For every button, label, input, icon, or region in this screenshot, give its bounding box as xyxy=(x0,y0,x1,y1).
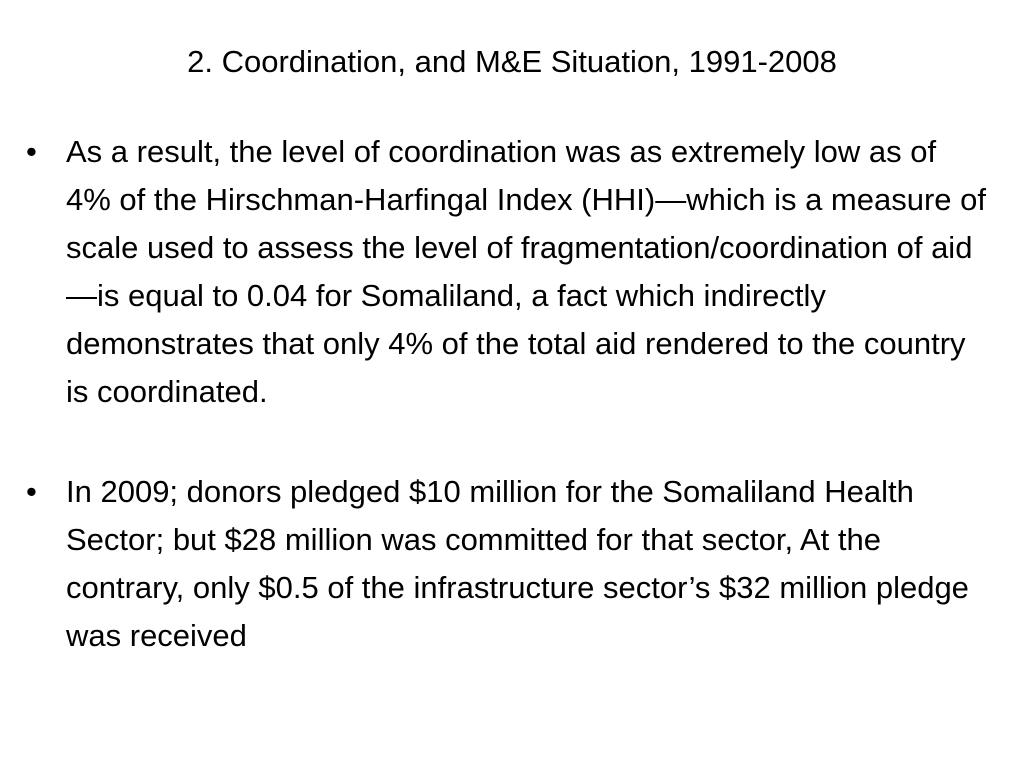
bullet-item-coordination-hhi xyxy=(26,128,986,416)
bullet-dot-icon: • xyxy=(26,134,37,169)
bullet-text-health-sector-pledge: In 2009; donors pledged $10 million for the Somaliland Health Sector; but $28 million was committed for that sector, At the contrary, only $0.5 of the infrastructure sector’s $32 million pledge was received xyxy=(66,474,969,653)
slide-title: 2. Coordination, and M&E Situation, 1991-2008 xyxy=(187,44,837,79)
bullet-text-coordination-hhi: As a result, the level of coordination was as extremely low as of 4% of the Hirschman-Harfingal Index (HHI)—which is a measure of scale used to assess the level of fragmentation/coordination of aid—is equal to 0.04 for Somaliland, a fact which indirectly demonstrates that only 4% of the total aid rendered to the country is coordinated. xyxy=(66,134,987,409)
bullet-list xyxy=(26,128,986,660)
bullet-item-health-sector-pledge xyxy=(26,468,986,660)
bullet-dot-icon: • xyxy=(26,474,37,509)
